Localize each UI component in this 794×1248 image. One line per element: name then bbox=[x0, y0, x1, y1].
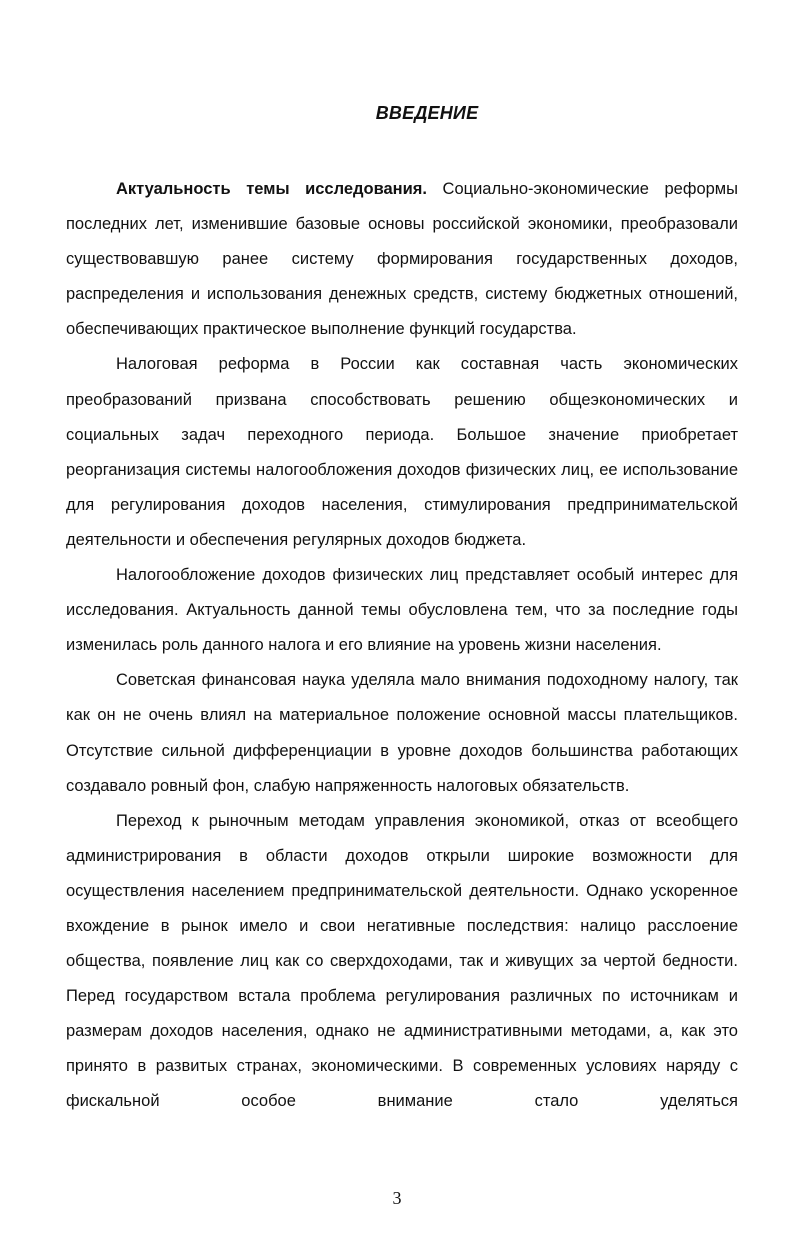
paragraph-tax-reform: Налоговая реформа в России как составная часть экономических преобразований призвана способствовать решению общеэкономических и социальных задач переходного периода. Большое значение приобретает реорганизация системы налогообложения доходов физических лиц, ее использование для регулирования доходов населения, стимулирования предпринимательской деятельности и обеспечения регулярных доходов бюджета. bbox=[66, 355, 738, 549]
page-title: ВВЕДЕНИЕ bbox=[375, 103, 479, 123]
paragraph-relevance bbox=[66, 172, 738, 347]
body-text bbox=[66, 172, 738, 1120]
page-number: 3 bbox=[392, 1188, 402, 1208]
paragraph-interest: Налогообложение доходов физических лиц представляет особый интерес для исследования. Актуальность данной темы обусловлена тем, что за последние годы изменилась роль данного налога и его влияние на уровень жизни населения. bbox=[66, 566, 738, 655]
paragraph-lead: Актуальность темы исследования. bbox=[116, 180, 427, 198]
paragraph-text: Социально-экономические реформы последних лет, изменившие базовые основы российской экономики, преобразовали существовавшую ранее систему формирования государственных доходов, распределения и использования денежных средств, систему бюджетных отношений, обеспечивающих практическое выполнение функций государства. bbox=[66, 180, 738, 339]
paragraph-soviet-science: Советская финансовая наука уделяла мало внимания подоходному налогу, так как он не очень влиял на материальное положение основной массы плательщиков. Отсутствие сильной дифференциации в уровне доходов большинства работающих создавало ровный фон, слабую напряженность налоговых обязательств. bbox=[66, 671, 738, 795]
paragraph-market-transition: Переход к рыночным методам управления экономикой, отказ от всеобщего администрирования в области доходов открыли широкие возможности для осуществления населением предпринимательской деятельности. Однако ускоренное вхождение в рынок имело и свои негативные последствия: налицо расслоение общества, появление лиц как со сверхдоходами, так и живущих за чертой бедности. Перед государством встала проблема регулирования различных по источникам и размерам доходов населения, однако не административными методами, а, как это принято в развитых странах, экономическими. В современных условиях наряду с фискальной особое внимание стало уделяться bbox=[66, 811, 738, 1111]
